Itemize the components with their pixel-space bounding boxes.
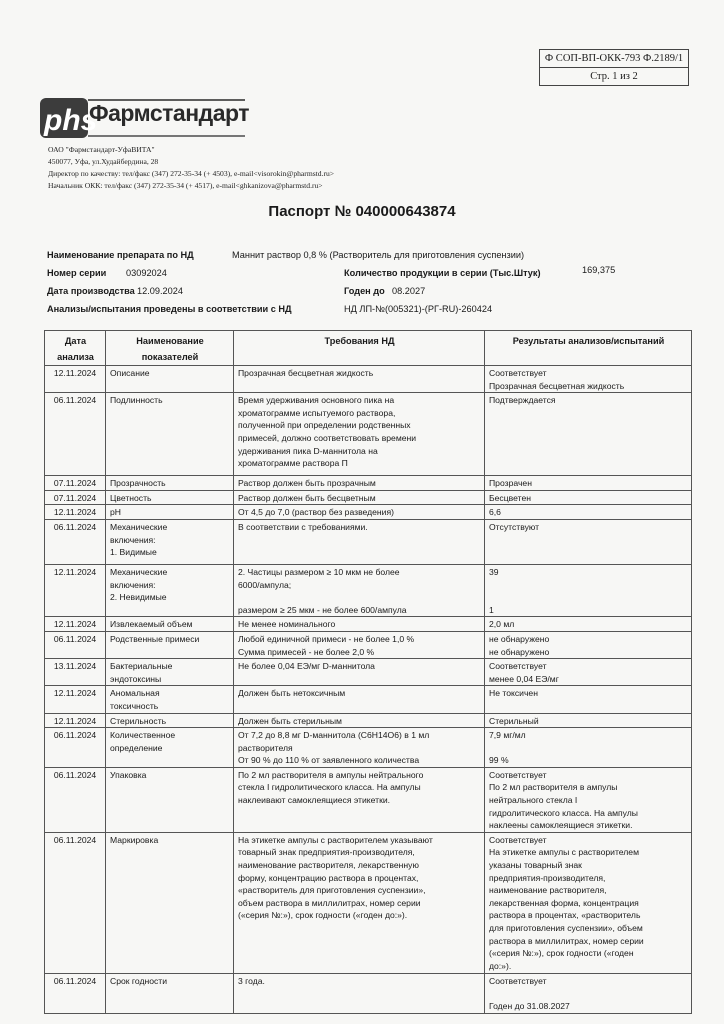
- table-row: [45, 713, 692, 728]
- cell-indicator-line: pH: [110, 507, 121, 518]
- cell-requirement-line: («серия №:»), срок годности («годен до:»).: [238, 910, 408, 921]
- logo-mark: phs: [44, 104, 98, 137]
- cell-result-line: 7,9 мг/мл: [489, 730, 526, 741]
- cell-result-line: Прозрачен: [489, 478, 532, 489]
- analyses-value: НД ЛП-№(005321)-(РГ-RU)-260424: [344, 304, 493, 314]
- cell-date: 12.11.2024: [45, 505, 106, 520]
- cell-requirement: [234, 631, 485, 658]
- cell-indicator-line: Механические: [110, 566, 168, 577]
- cell-result-line: Соответствует: [489, 769, 547, 780]
- cell-requirement-line: Не более 0,04 ЕЭ/мг D-маннитола: [238, 661, 375, 672]
- cell-requirement-line: объем раствора в миллилитрах, номер серии: [238, 897, 421, 908]
- cell-result-line: раствора в процентах, «растворитель: [489, 910, 641, 921]
- cell-result-line: до:»).: [489, 960, 512, 971]
- cell-result-line: наименование растворителя,: [489, 885, 607, 896]
- cell-result-line: Соответствует: [489, 834, 547, 845]
- cell-requirement-line: стекла I гидролитического класса. На ампулы: [238, 782, 421, 793]
- cell-indicator: [106, 519, 234, 564]
- cell-date: 07.11.2024: [45, 490, 106, 505]
- cell-indicator-line: эндотоксины: [110, 673, 162, 684]
- cell-indicator-line: 1. Видимые: [110, 547, 157, 558]
- form-code: Ф СОП-ВП-ОКК-793 Ф.2189/1: [544, 53, 684, 64]
- cell-result-line: Отсутствуют: [489, 521, 540, 532]
- cell-indicator-line: Количественное: [110, 730, 176, 741]
- cell-indicator: [106, 617, 234, 632]
- cell-indicator: [106, 505, 234, 520]
- cell-requirement: [234, 564, 485, 616]
- cell-indicator-line: Подлинность: [110, 395, 163, 406]
- company-address: 450077, Уфа, ул.Худайбердина, 28: [48, 157, 159, 166]
- cell-indicator-line: Аномальная: [110, 688, 160, 699]
- series-label: Номер серии: [47, 268, 107, 278]
- cell-indicator: [106, 393, 234, 476]
- cell-requirement-line: От 7,2 до 8,8 мг D-маннитола (C6H14O6) в 1 мл: [238, 730, 430, 741]
- cell-requirement-line: хроматограмме испытуемого раствора,: [238, 407, 396, 418]
- cell-result-line: указаны товарный знак: [489, 860, 582, 871]
- cell-requirement-line: На этикетке ампулы с растворителем указывают: [238, 834, 433, 845]
- cell-result-line: не обнаружено: [489, 633, 550, 644]
- cell-result-line: («серия №:»), срок годности («годен: [489, 948, 634, 959]
- cell-date: 12.11.2024: [45, 564, 106, 616]
- cell-date: 06.11.2024: [45, 519, 106, 564]
- quality-director-contact: Директор по качеству: тел/факс (347) 272-35-34 (+ 4503), e-mail<visorokin@pharmstd.ru>: [48, 169, 335, 178]
- cell-requirement: [234, 476, 485, 491]
- cell-date: 13.11.2024: [45, 659, 106, 686]
- cell-result-line: 99 %: [489, 755, 509, 766]
- table-row: [45, 519, 692, 564]
- cell-requirement: [234, 973, 485, 1013]
- cell-indicator-line: Цветность: [110, 492, 152, 503]
- quantity-label: Количество продукции в серии (Тыс.Штук): [344, 268, 541, 278]
- table-row: [45, 617, 692, 632]
- cell-result-line: [489, 987, 688, 1000]
- cell-result-line: для приготовления суспензии», объем: [489, 923, 643, 933]
- cell-result: [485, 505, 692, 520]
- cell-indicator-line: Прозрачность: [110, 478, 166, 489]
- cell-indicator-line: Родственные примеси: [110, 633, 200, 644]
- cell-indicator: [106, 631, 234, 658]
- cell-indicator-line: Механические: [110, 521, 168, 532]
- cell-date: 12.11.2024: [45, 617, 106, 632]
- cell-result-line: Годен до 31.08.2027: [489, 1001, 570, 1012]
- cell-result-line: Соответствует: [489, 975, 547, 986]
- table-row: [45, 476, 692, 491]
- cell-date: 07.11.2024: [45, 476, 106, 491]
- cell-result: [485, 617, 692, 632]
- drug-label: Наименование препарата по НД: [47, 250, 194, 260]
- cell-indicator: [106, 476, 234, 491]
- cell-requirement: [234, 519, 485, 564]
- cell-requirement: [234, 767, 485, 832]
- cell-date: 06.11.2024: [45, 973, 106, 1013]
- cell-requirement: [234, 393, 485, 476]
- table-row: [45, 973, 692, 1013]
- cell-requirement: [234, 686, 485, 713]
- cell-result-line: раствора в миллилитрах, номер серии: [489, 935, 644, 946]
- cell-date: 06.11.2024: [45, 767, 106, 832]
- cell-requirement-line: Должен быть нетоксичным: [238, 688, 346, 699]
- cell-indicator-line: Описание: [110, 368, 150, 378]
- quantity-value: 169,375: [582, 265, 616, 275]
- cell-requirement-line: размером ≥ 25 мкм - не более 600/ампула: [238, 604, 407, 615]
- cell-date: 12.11.2024: [45, 713, 106, 728]
- cell-result: [485, 686, 692, 713]
- table-row: [45, 490, 692, 505]
- cell-result-line: [489, 742, 688, 755]
- cell-indicator-line: Маркировка: [110, 834, 159, 845]
- cell-result: [485, 476, 692, 491]
- cell-requirement-line: 2. Частицы размером ≥ 10 мкм не более: [238, 566, 400, 577]
- cell-requirement-line: растворителя: [238, 742, 293, 753]
- table-header-row: [45, 331, 692, 366]
- cell-indicator: [106, 973, 234, 1013]
- production-date-label: Дата производства: [47, 286, 135, 296]
- cell-requirement-line: Раствор должен быть прозрачным: [238, 478, 376, 489]
- cell-result-line: менее 0,04 ЕЭ/мг: [489, 673, 559, 684]
- cell-requirement-line: «растворитель для приготовления суспензии»,: [238, 885, 426, 896]
- table-row: [45, 659, 692, 686]
- cell-indicator-line: токсичность: [110, 700, 159, 711]
- cell-result: [485, 713, 692, 728]
- cell-result-line: Соответствует: [489, 661, 547, 672]
- okk-head-contact: Начальник ОКК: тел/факс (347) 272-35-34 (+ 4517), e-mail<ghkanizova@pharmstd.ru>: [48, 181, 323, 190]
- cell-result-line: гидролитического класса. На ампулы: [489, 807, 638, 818]
- cell-result-line: лекарственная форма, концентрация: [489, 897, 639, 908]
- cell-date: 12.11.2024: [45, 366, 106, 393]
- cell-indicator-line: Срок годности: [110, 975, 168, 986]
- production-date-value: 12.09.2024: [137, 286, 183, 296]
- passport-title: Паспорт № 040000643874: [268, 203, 456, 220]
- cell-requirement-line: форму, концентрацию раствора в процентах,: [238, 872, 419, 883]
- logo-company-name: Фармстандарт: [89, 100, 250, 126]
- cell-result-line: [489, 579, 688, 592]
- cell-indicator: [106, 366, 234, 393]
- cell-indicator: [106, 564, 234, 616]
- cell-requirement: [234, 490, 485, 505]
- cell-result-line: По 2 мл растворителя в ампулы: [489, 782, 618, 793]
- cell-indicator: [106, 832, 234, 973]
- table-row: [45, 832, 692, 973]
- cell-requirement-line: наклеивают самоклеящиеся этикетки.: [238, 795, 391, 806]
- cell-result: [485, 659, 692, 686]
- cell-indicator: [106, 686, 234, 713]
- table-row: [45, 728, 692, 768]
- cell-date: 06.11.2024: [45, 728, 106, 768]
- cell-requirement-line: Любой единичной примеси - не более 1,0 %: [238, 633, 415, 644]
- cell-result: [485, 973, 692, 1013]
- cell-requirement-line: Сумма примесей - не более 2,0 %: [238, 646, 375, 657]
- cell-result: [485, 631, 692, 658]
- cell-result: [485, 832, 692, 973]
- cell-result-line: Прозрачная бесцветная жидкость: [489, 380, 625, 391]
- cell-date: 06.11.2024: [45, 393, 106, 476]
- cell-requirement-line: хроматограмме раствора П: [238, 458, 348, 469]
- valid-until-label: Годен до: [344, 286, 385, 296]
- cell-indicator: [106, 490, 234, 505]
- cell-date: 12.11.2024: [45, 686, 106, 713]
- cell-requirement-line: Не менее номинального: [238, 619, 336, 630]
- cell-requirement-line: удерживания пика D-маннитола на: [238, 445, 378, 456]
- cell-date: 06.11.2024: [45, 631, 106, 658]
- cell-indicator-line: включения:: [110, 534, 156, 545]
- cell-requirement-line: По 2 мл растворителя в ампулы нейтрального: [238, 769, 424, 780]
- cell-indicator: [106, 659, 234, 686]
- cell-result-line: нейтрального стекла I: [489, 795, 578, 806]
- header-date: Дата анализа: [45, 331, 106, 366]
- form-code-box: [539, 49, 689, 86]
- cell-requirement: [234, 505, 485, 520]
- cell-requirement-line: наименование растворителя, лекарственную: [238, 860, 419, 871]
- cell-result-line: наклеены самоклеящиеся этикетки.: [489, 820, 633, 831]
- cell-indicator-line: определение: [110, 742, 163, 753]
- cell-indicator-line: Упаковка: [110, 769, 147, 780]
- cell-requirement-line: От 90 % до 110 % от заявленного количества: [238, 755, 420, 766]
- cell-result-line: 1: [489, 604, 494, 615]
- cell-requirement-line: 3 года.: [238, 975, 265, 986]
- cell-result-line: Не токсичен: [489, 688, 538, 699]
- header-results: Результаты анализов/испытаний: [485, 331, 692, 366]
- cell-requirement-line: полученной при определении родственных: [238, 420, 411, 431]
- cell-indicator-line: Стерильность: [110, 715, 167, 726]
- cell-result-line: Соответствует: [489, 368, 547, 378]
- cell-indicator-line: Бактериальные: [110, 661, 173, 672]
- cell-requirement: [234, 366, 485, 393]
- cell-date: 06.11.2024: [45, 832, 106, 973]
- page-number: Стр. 1 из 2: [540, 67, 688, 85]
- cell-result: [485, 564, 692, 616]
- cell-result: [485, 393, 692, 476]
- cell-result: [485, 490, 692, 505]
- analysis-table: [44, 330, 692, 1014]
- cell-result-line: предприятия-производителя,: [489, 872, 606, 883]
- cell-result: [485, 366, 692, 393]
- cell-requirement-line: товарный знак предприятия-производителя,: [238, 847, 415, 858]
- cell-result-line: не обнаружено: [489, 646, 550, 657]
- cell-indicator: [106, 728, 234, 768]
- cell-result-line: Стерильный: [489, 715, 539, 726]
- cell-requirement-line: 6000/ампула;: [238, 579, 292, 590]
- cell-result: [485, 519, 692, 564]
- cell-result: [485, 767, 692, 832]
- cell-indicator-line: 2. Невидимые: [110, 592, 167, 603]
- cell-result-line: 2,0 мл: [489, 619, 515, 630]
- cell-requirement-line: В соответствии с требованиями.: [238, 521, 368, 532]
- cell-requirement: [234, 659, 485, 686]
- series-value: 03092024: [126, 268, 167, 278]
- analyses-label: Анализы/испытания проведены в соответствии с НД: [47, 304, 292, 314]
- cell-indicator-line: включения:: [110, 579, 156, 590]
- table-row: [45, 366, 692, 393]
- cell-requirement: [234, 728, 485, 768]
- cell-indicator-line: Извлекаемый объем: [110, 619, 193, 630]
- cell-requirement: [234, 713, 485, 728]
- cell-requirement-line: Должен быть стерильным: [238, 715, 342, 726]
- cell-requirement: [234, 617, 485, 632]
- cell-indicator: [106, 767, 234, 832]
- table-row: [45, 505, 692, 520]
- table-row: [45, 631, 692, 658]
- cell-result-line: 39: [489, 566, 499, 577]
- cell-result-line: На этикетке ампулы с растворителем: [489, 847, 639, 858]
- company-name: ОАО "Фармстандарт-УфаВИТА": [48, 145, 155, 154]
- cell-requirement-line: Раствор должен быть бесцветным: [238, 492, 376, 503]
- table-row: [45, 767, 692, 832]
- cell-result-line: [489, 591, 688, 604]
- cell-requirement: [234, 832, 485, 973]
- cell-indicator: [106, 713, 234, 728]
- cell-result: [485, 728, 692, 768]
- table-row: [45, 686, 692, 713]
- table-body: [45, 366, 692, 1014]
- header-indicator: Наименование показателей: [106, 331, 234, 366]
- cell-requirement-line: примесей, должно соответствовать времени: [238, 432, 417, 443]
- cell-result-line: Бесцветен: [489, 492, 531, 503]
- cell-requirement-line: Время удерживания основного пика на: [238, 395, 395, 406]
- cell-result-line: 6,6: [489, 507, 501, 518]
- cell-requirement-line: Прозрачная бесцветная жидкость: [238, 368, 374, 378]
- table-row: [45, 564, 692, 616]
- cell-result-line: Подтверждается: [489, 395, 556, 406]
- drug-value: Маннит раствор 0,8 % (Растворитель для приготовления суспензии): [232, 250, 525, 260]
- table-row: [45, 393, 692, 476]
- header-requirements: Требования НД: [234, 331, 485, 366]
- valid-until-value: 08.2027: [392, 286, 426, 296]
- cell-requirement-line: От 4,5 до 7,0 (раствор без разведения): [238, 507, 394, 518]
- cell-requirement-line: [238, 591, 481, 604]
